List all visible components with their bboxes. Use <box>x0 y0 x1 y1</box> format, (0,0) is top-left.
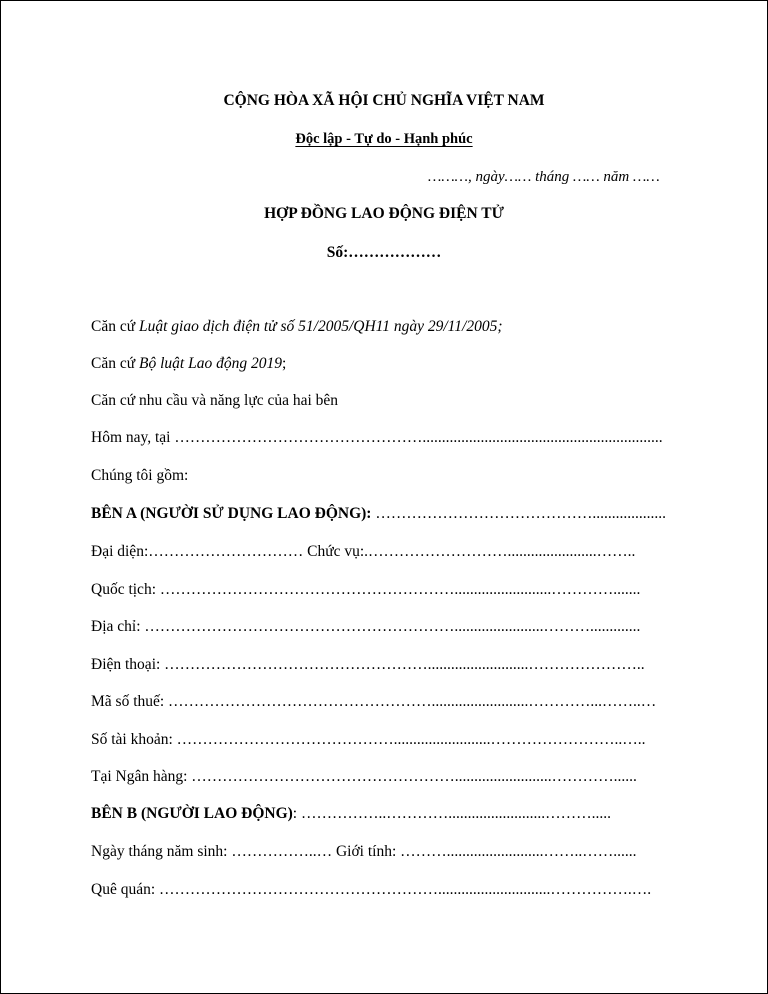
party-b-hometown: Quê quán: ……………………………………………….............................…………….…. <box>91 881 652 898</box>
we-line: Chúng tôi gồm: <box>91 467 189 484</box>
date-line: ………, ngày…… tháng …… năm …… <box>428 169 660 185</box>
today-line: Hôm nay, tại ………………………………………….............................................................. <box>91 429 663 446</box>
basis-2-suffix: ; <box>281 355 287 372</box>
party-a-heading: BÊN A (NGƯỜI SỬ DỤNG LAO ĐỘNG): <box>91 505 372 522</box>
party-b-heading: BÊN B (NGƯỜI LAO ĐỘNG) <box>91 805 293 822</box>
basis-line-2 <box>91 355 286 373</box>
party-a-heading-line <box>91 505 666 523</box>
party-a-phone: Điện thoại: ……………………………………………..........................………………….. <box>91 656 645 673</box>
party-b-heading-line <box>91 805 611 823</box>
party-b-heading-dots: : ……………..………….........................………..... <box>292 805 611 822</box>
party-a-tax-code: Mã số thuế: …………………………………………….........................…………...……..… <box>91 693 657 710</box>
basis-line-1 <box>91 318 503 336</box>
party-b-dob-gender: Ngày tháng năm sinh: ……………..… Giới tính: ……….........................……..……...... <box>91 843 637 860</box>
basis-2-law: Bộ luật Lao động 2019 <box>139 355 282 372</box>
party-a-representative: Đại diện:………………………… Chức vụ:.……………………….......................…….. <box>91 543 636 560</box>
basis-line-3: Căn cứ nhu cầu và năng lực của hai bên <box>91 392 339 409</box>
country-header: CỘNG HÒA XÃ HỘI CHỦ NGHĨA VIỆT NAM <box>223 92 545 109</box>
document-title: HỢP ĐỒNG LAO ĐỘNG ĐIỆN TỬ <box>264 205 504 222</box>
party-a-bank: Tại Ngân hàng: …………………………………………….........................…………...... <box>91 768 637 785</box>
party-a-account: Số tài khoản: …………………………………….........................……………………..….. <box>91 731 646 748</box>
party-a-nationality: Quốc tịch: ………………………………………………….........................…………....... <box>91 581 641 598</box>
motto-text: Độc lập - Tự do - Hạnh phúc <box>295 131 473 147</box>
basis-1-law: Luật giao dịch điện tử số 51/2005/QH11 ngày 29/11/2005; <box>139 318 503 335</box>
basis-1-prefix: Căn cứ <box>91 318 139 335</box>
party-a-heading-dots: ……………………………………................... <box>371 505 666 522</box>
contract-number: Số:……………… <box>326 244 442 261</box>
basis-2-prefix: Căn cứ <box>91 355 139 372</box>
party-a-address: Địa chỉ: …………………………………………………….......................………............. <box>91 618 641 635</box>
motto <box>1 131 767 148</box>
